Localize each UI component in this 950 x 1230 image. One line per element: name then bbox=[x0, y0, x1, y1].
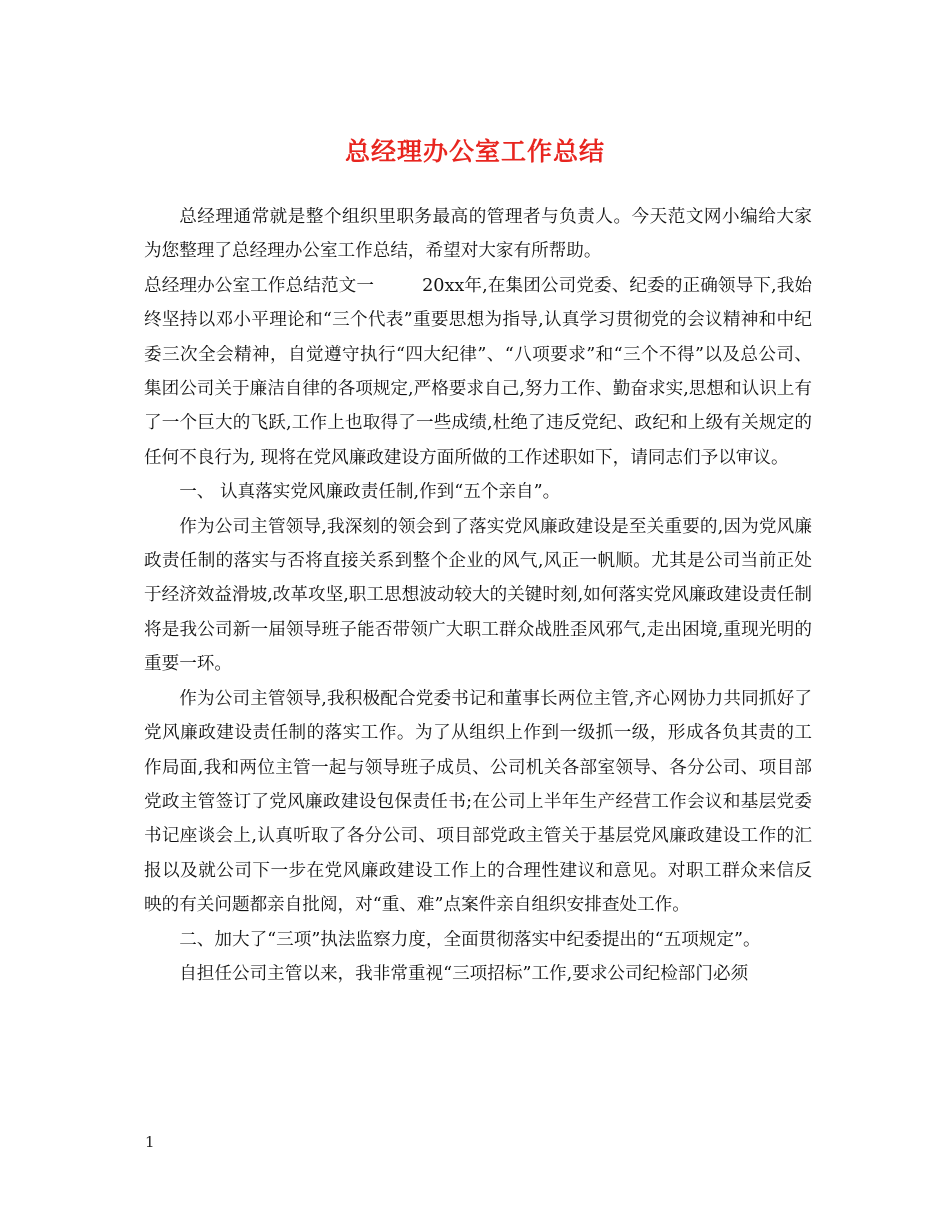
section-paragraph bbox=[144, 269, 812, 475]
heading-one: 一、 认真落实党风廉政责任制,作到“五个亲自”。 bbox=[179, 482, 561, 503]
section-subheading: 总经理办公室工作总结范文一 bbox=[144, 275, 375, 296]
document-body bbox=[144, 200, 812, 991]
body-paragraph: 自担任公司主管以来，我非常重视“三项招标”工作,要求公司纪检部门必须 bbox=[179, 963, 749, 984]
intro-paragraph: 总经理通常就是整个组织里职务最高的管理者与负责人。今天范文网小编给大家为您整理了总经理办公室工作总结，希望对大家有所帮助。 bbox=[144, 207, 812, 262]
body-paragraph: 作为公司主管领导,我深刻的领会到了落实党风廉政建设是至关重要的,因为党风廉政责任制的落实与否将直接关系到整个企业的风气,风正一帆顺。尤其是公司当前正处于经济效益滑坡,改革攻坚,职工思想波动较大的关键时刻,如何落实党风廉政建设责任制将是我公司新一届领导班子能否带领广大职工群众战胜歪风邪气,走出困境,重现光明的重要一环。 bbox=[144, 516, 812, 675]
section-text: 20xx年,在集团公司党委、纪委的正确领导下,我始终坚持以邓小平理论和“三个代表”重要思想为指导,认真学习贯彻党的会议精神和中纪委三次全会精神，自觉遵守执行“四大纪律”、“八项要求”和“三个不得”以及总公司、集团公司关于廉洁自律的各项规定,严格要求自己,努力工作、勤奋求实,思想和认识上有了一个巨大的飞跃,工作上也取得了一些成绩,杜绝了违反党纪、政纪和上级有关规定的任何不良行为, 现将在党风廉政建设方面所做的工作述职如下，请同志们予以审议。 bbox=[144, 275, 812, 468]
heading-two: 二、加大了“三项”执法监察力度，全面贯彻落实中纪委提出的“五项规定”。 bbox=[179, 929, 761, 950]
document-title: 总经理办公室工作总结 bbox=[344, 137, 605, 166]
body-paragraph: 作为公司主管领导,我积极配合党委书记和董事长两位主管,齐心网协力共同抓好了党风廉政建设责任制的落实工作。为了从组织上作到一级抓一级，形成各负其责的工作局面,我和两位主管一起与领导班子成员、公司机关各部室领导、各分公司、项目部党政主管签订了党风廉政建设包保责任书;在公司上半年生产经营工作会议和基层党委书记座谈会上,认真听取了各分公司、项目部党政主管关于基层党风廉政建设工作的汇报以及就公司下一步在党风廉政建设工作上的合理性建议和意见。对职工群众来信反映的有关问题都亲自批阅，对“重、难”点案件亲自组织安排查处工作。 bbox=[144, 688, 812, 916]
page-number: 1 bbox=[145, 1133, 155, 1151]
